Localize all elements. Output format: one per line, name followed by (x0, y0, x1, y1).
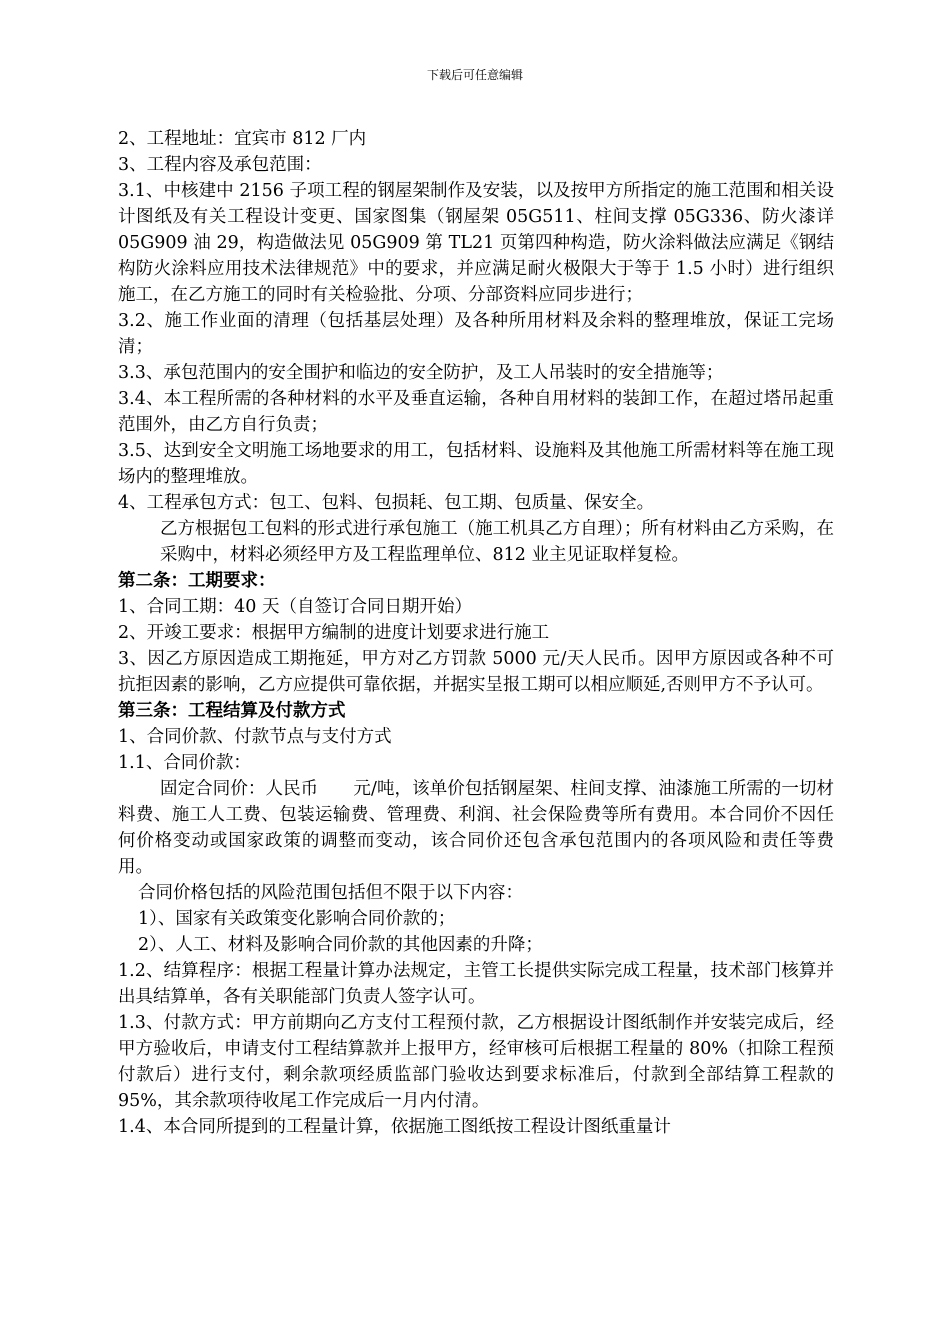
paragraph: 3.5、达到安全文明施工场地要求的用工，包括材料、设施料及其他施工所需材料等在施工现场内的整理堆放。 (118, 441, 834, 487)
section-heading: 第二条：工期要求： (118, 571, 276, 591)
paragraph: 3.3、承包范围内的安全围护和临边的安全防护，及工人吊装时的安全措施等； (118, 363, 724, 383)
paragraph: 4、工程承包方式：包工、包料、包损耗、包工期、包质量、保安全。 (118, 493, 655, 513)
list-item: 1）、国家有关政策变化影响合同价款的； (138, 909, 456, 929)
paragraph: 2、开竣工要求：根据甲方编制的进度计划要求进行施工 (118, 623, 550, 643)
paragraph: 3.2、施工作业面的清理（包括基层处理）及各种所用材料及余料的整理堆放，保证工完场清； (118, 311, 834, 357)
paragraph: 2、工程地址：宜宾市 812 厂内 (118, 129, 367, 149)
paragraph: 1.4、本合同所提到的工程量计算，依据施工图纸按工程设计图纸重量计 (118, 1117, 671, 1137)
page-header-note: 下载后可任意编辑 (426, 68, 523, 82)
paragraph: 1.1、合同价款： (118, 753, 251, 773)
paragraph: 1、合同工期：40 天（自签订合同日期开始） (118, 597, 472, 617)
section-heading: 第三条：工程结算及付款方式 (118, 701, 346, 721)
paragraph: 3、工程内容及承包范围： (118, 155, 322, 175)
document-body (118, 126, 834, 1140)
paragraph: 1、合同价款、付款节点与支付方式 (118, 727, 392, 747)
paragraph: 3、因乙方原因造成工期拖延，甲方对乙方罚款 5000 元/天人民币。因甲方原因或各种不可抗拒因素的影响，乙方应提供可靠依据，并据实呈报工期可以相应顺延,否则甲方不予认可。 (118, 649, 834, 695)
paragraph: 3.4、本工程所需的各种材料的水平及垂直运输，各种自用材料的装卸工作，在超过塔吊起重范围外，由乙方自行负责； (118, 389, 834, 435)
paragraph: 1.3、付款方式：甲方前期向乙方支付工程预付款，乙方根据设计图纸制作并安装完成后，经甲方验收后，申请支付工程结算款并上报甲方，经审核可后根据工程量的 80%（扣除工程预付款后）进行支付，剩余款项经质监部门验收达到要求标准后，付款到全部结算工程款的 95%，其余款项待收尾工作完成后一月内付清。 (118, 1013, 834, 1111)
paragraph: 合同价格包括的风险范围包括但不限于以下内容： (138, 883, 523, 903)
list-item: 2）、人工、材料及影响合同价款的其他因素的升降； (138, 935, 543, 955)
paragraph: 1.2、结算程序：根据工程量计算办法规定，主管工长提供实际完成工程量，技术部门核算并出具结算单，各有关职能部门负责人签字认可。 (118, 961, 834, 1007)
paragraph: 乙方根据包工包料的形式进行承包施工（施工机具乙方自理）；所有材料由乙方采购，在采购中，材料必须经甲方及工程监理单位、812 业主见证取样复检。 (160, 519, 834, 565)
paragraph: 3.1、中核建中 2156 子项工程的钢屋架制作及安装，以及按甲方所指定的施工范围和相关设计图纸及有关工程设计变更、国家图集（钢屋架 05G511、柱间支撑 05G336、防火漆详 05G909 油 29，构造做法见 05G909 第 TL21 页第四种构造，防火涂料做法应满足《钢结构防火涂料应用技术法律规范》中的要求，并应满足耐火极限大于等于 1.5 小时）进行组织施工，在乙方施工的同时有关检验批、分项、分部资料应同步进行； (118, 181, 834, 305)
paragraph: 固定合同价：人民币 元/吨，该单价包括钢屋架、柱间支撑、油漆施工所需的一切材料费、施工人工费、包装运输费、管理费、利润、社会保险费等所有费用。本合同价不因任何价格变动或国家政策的调整而变动，该合同价还包含承包范围内的各项风险和责任等费用。 (118, 779, 834, 877)
